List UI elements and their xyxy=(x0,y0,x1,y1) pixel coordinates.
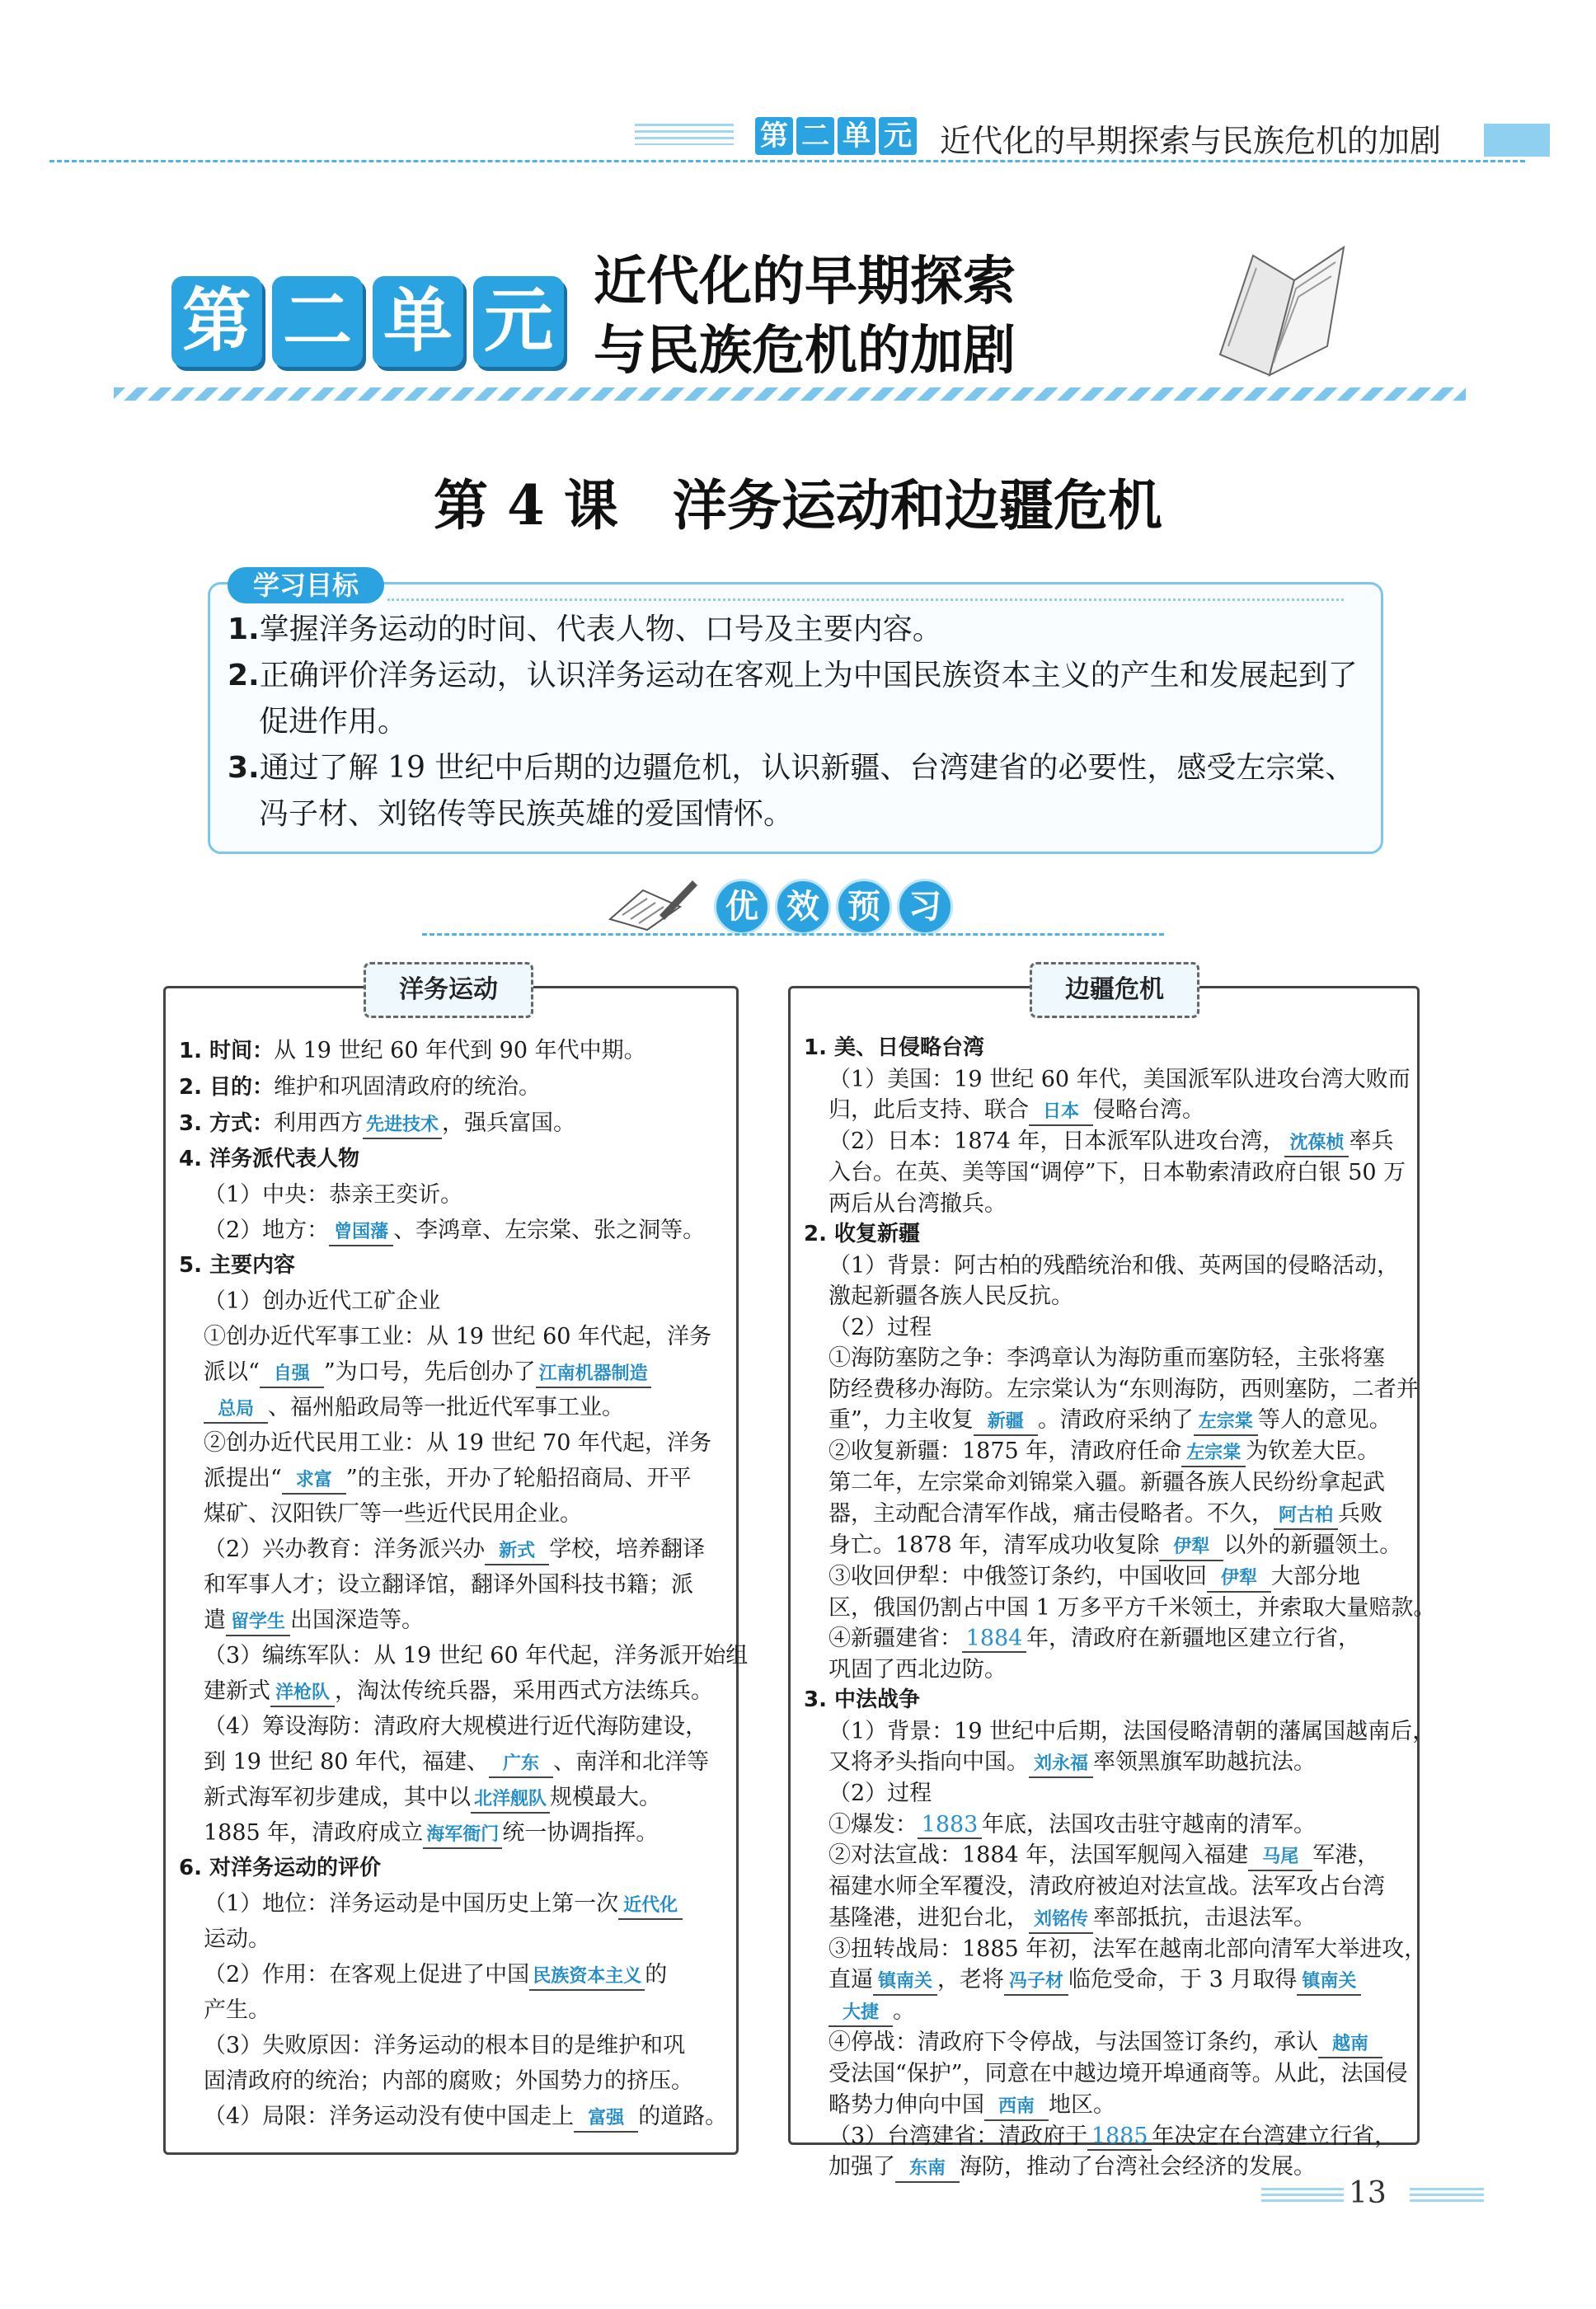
right-column-title: 边疆危机 xyxy=(1030,962,1199,1018)
unit-char: 元 xyxy=(473,276,564,367)
footer-decor-lines xyxy=(1410,2188,1484,2204)
answer-blank: 1884 xyxy=(962,1626,1026,1653)
unit-char: 单 xyxy=(373,276,463,367)
unit-label xyxy=(171,276,564,367)
answer-blank: 马尾 xyxy=(1248,1845,1312,1871)
answer-blank: 左宗棠 xyxy=(1194,1410,1258,1436)
answer-blank: 越南 xyxy=(1318,2032,1382,2058)
unit-title-line: 与民族危机的加剧 xyxy=(594,321,1016,382)
answer-blank: 富强 xyxy=(574,2106,638,2133)
answer-blank: 江南机器制造 xyxy=(536,1362,651,1388)
objectives-dotted-line xyxy=(387,598,1344,601)
pencil-paper-icon xyxy=(602,874,701,932)
answer-blank: 曾国藩 xyxy=(329,1220,393,1246)
section-divider xyxy=(422,933,1164,936)
section-badge-char: 预 xyxy=(836,879,892,935)
section-badge-char: 效 xyxy=(775,879,831,935)
right-column-body: 1. 美、日侵略台湾 （1）美国：19 世纪 60 年代，美国派军队进攻台湾大败而 归，此后支持、联合 日本 侵略台湾。 （2）日本：1874 年，日本派军队进攻台湾， 沈葆桢 率兵 入台。在英、美等国“调停”下，日本勒索清政府白银 50 万 两后从台湾撤兵。 2. 收复新疆 （1）背景：阿古柏的残酷统治和俄、英两国的侵略活动， 激起新疆各族人民反抗。 （2）过程 ①海防塞防之争：李鸿章认为海防重而塞防轻，主张将塞 防经费移办海防。左宗棠认为“东则海防，西则塞防，二者并 重”，力主收复 新疆 。清政府采纳了 左宗棠 等人的意见。 ②收复新疆：1875 年，清政府任命 左宗棠 为钦差大臣。 第二年，左宗棠命刘锦棠入疆。新疆各族人民纷纷拿起武 器，主动配合清军作战，痛击侵略者。不久， 阿古柏 兵败 身亡。1878 年，清军成功收复除 伊犁 以外的新疆领土。 ③收回伊犁：中俄签订条约，中国收回 伊犁 大部分地 区，俄国仍割占中国 1 万多平方千米领土，并索取大量赔款。 ④新疆建省： 1884 年，清政府在新疆地区建立行省， 巩固了西北边防。 3. 中法战争 （1）背景：19 世纪中后期，法国侵略清朝的藩属国越南后， 又将矛头指向中国。 刘永福 率领黑旗军助越抗法。 （2）过程 ①爆发： 1883 年底，法国攻击驻守越南的清军。 ②对法宣战：1884 年，法国军舰闯入福建 马尾 军港， 福建水师全军覆没，清政府被迫对法宣战。法军攻占台湾 基隆港，进犯台北， 刘铭传 率部抵抗，击退法军。 ③扭转战局：1885 年初，法军在越南北部向清军大举进攻， 直逼 镇南关 ，老将 冯子材 临危受命，于 3 月取得 镇南关 大捷 。 ④停战：清政府下令停战，与法国签订条约，承认 越南 受法国“保护”，同意在中越边境开埠通商等。从此，法国侵 略势力伸向中国 西南 地区。 （3）台湾建省：清政府于 1885 年决定在台湾建立行省， 加强了 东南 海防，推动了台湾社会经济的发展。 xyxy=(804,1033,1407,2183)
objective-item: 3.通过了解 19 世纪中后期的边疆危机，认识新疆、台湾建省的必要性，感受左宗棠、冯子材、刘铭传等民族英雄的爱国情怀。 xyxy=(228,751,1355,831)
unit-divider xyxy=(114,387,1466,401)
answer-blank: 新式 xyxy=(485,1539,549,1565)
lesson-title: 第 4 课 洋务运动和边疆危机 xyxy=(434,473,1162,537)
book-icon xyxy=(1204,231,1360,379)
header-unit-label xyxy=(755,117,917,155)
answer-blank: 近代化 xyxy=(618,1894,683,1920)
answer-blank: 留学生 xyxy=(226,1610,290,1636)
answer-blank: 沈葆桢 xyxy=(1284,1131,1349,1157)
objective-item: 2.正确评价洋务运动，认识洋务运动在客观上为中国民族资本主义的产生和发展起到了促进作用。 xyxy=(228,659,1358,739)
answer-blank: 左宗棠 xyxy=(1181,1441,1246,1467)
answer-blank: 1883 xyxy=(918,1813,982,1839)
header-unit-char: 二 xyxy=(796,117,834,155)
header-divider xyxy=(49,160,1525,162)
answer-blank: 海军衙门 xyxy=(423,1823,502,1849)
answer-blank: 洋枪队 xyxy=(270,1681,335,1707)
section-badge-char: 习 xyxy=(897,879,953,935)
answer-blank: 伊犁 xyxy=(1207,1566,1271,1593)
left-column-title: 洋务运动 xyxy=(364,962,533,1018)
answer-blank: 先进技术 xyxy=(363,1113,442,1139)
answer-blank: 西南 xyxy=(984,2095,1049,2121)
unit-char: 二 xyxy=(272,276,363,367)
unit-title-line: 近代化的早期探索 xyxy=(594,251,1016,312)
unit-char: 第 xyxy=(171,276,262,367)
answer-blank: 冯子材 xyxy=(1004,1969,1068,1996)
page-number: 13 xyxy=(1349,2176,1387,2210)
header-unit-char: 元 xyxy=(879,117,917,155)
right-column xyxy=(788,975,1436,2180)
objectives-tag: 学习目标 xyxy=(228,567,384,603)
left-column-body: 1. 时间：从 19 世纪 60 年代到 90 年代中期。 2. 目的：维护和巩固清政府的统治。 3. 方式：利用西方 先进技术 ，强兵富国。 4. 洋务派代表人物 （1）中央：恭亲王奕䜣。 （2）地方： 曾国藩 、李鸿章、左宗棠、张之洞等。 5. 主要内容 （1）创办近代工矿企业 ①创办近代军事工业：从 19 世纪 60 年代起，洋务 派以“ 自强 ”为口号，先后创办了 江南机器制造 总局 、福州船政局等一批近代军事工业。 ②创办近代民用工业：从 19 世纪 70 年代起，洋务 派提出“ 求富 ”的主张，开办了轮船招商局、开平 煤矿、汉阳铁厂等一些近代民用企业。 （2）兴办教育：洋务派兴办 新式 学校，培养翻译 和军事人才；设立翻译馆，翻译外国科技书籍；派 遣 留学生 出国深造等。 （3）编练军队：从 19 世纪 60 年代起，洋务派开始组 建新式 洋枪队 ，淘汰传统兵器，采用西式方法练兵。 （4）筹设海防：清政府大规模进行近代海防建设， 到 19 世纪 80 年代，福建、 广东 、南洋和北洋等 新式海军初步建成，其中以 北洋舰队 规模最大。 1885 年，清政府成立 海军衙门 统一协调指挥。 6. 对洋务运动的评价 （1）地位：洋务运动是中国历史上第一次 近代化 运动。 （2）作用：在客观上促进了中国 民族资本主义 的 产生。 （3）失败原因：洋务运动的根本目的是维护和巩 固清政府的统治；内部的腐败；外国势力的挤压。 （4）局限：洋务运动没有使中国走上 富强 的道路。 xyxy=(179,1033,726,2134)
header-decor-lines xyxy=(635,124,734,145)
header-unit-char: 单 xyxy=(838,117,875,155)
answer-blank: 镇南关 xyxy=(873,1969,937,1996)
header-title: 近代化的早期探索与民族危机的加剧 xyxy=(940,123,1442,159)
answer-blank: 广东 xyxy=(489,1752,553,1778)
answer-blank: 大捷 xyxy=(829,2001,893,2027)
answer-blank: 伊犁 xyxy=(1159,1535,1223,1561)
section-badge xyxy=(714,879,953,935)
objectives-list xyxy=(228,607,1373,838)
answer-blank: 新疆 xyxy=(974,1410,1038,1436)
left-column xyxy=(163,975,749,2155)
answer-blank: 刘铭传 xyxy=(1029,1908,1093,1934)
answer-blank: 东南 xyxy=(895,2156,960,2183)
section-badge-char: 优 xyxy=(714,879,770,935)
answer-blank: 阿古柏 xyxy=(1274,1504,1338,1530)
footer-decor-lines xyxy=(1261,2188,1344,2204)
answer-blank: 镇南关 xyxy=(1297,1969,1361,1996)
answer-blank: 自强 xyxy=(260,1362,324,1388)
answer-blank: 北洋舰队 xyxy=(471,1787,550,1814)
answer-blank: 求富 xyxy=(282,1468,346,1495)
answer-blank: 民族资本主义 xyxy=(529,1964,645,1991)
header-decor-bar xyxy=(1484,124,1550,157)
header-unit-char: 第 xyxy=(755,117,793,155)
objective-item: 1.掌握洋务运动的时间、代表人物、口号及主要内容。 xyxy=(228,612,942,646)
answer-blank: 日本 xyxy=(1029,1100,1093,1126)
answer-blank: 刘永福 xyxy=(1029,1752,1093,1778)
answer-blank: 1885 xyxy=(1087,2124,1152,2151)
unit-title xyxy=(594,247,1016,386)
answer-blank: 总局 xyxy=(204,1397,268,1424)
